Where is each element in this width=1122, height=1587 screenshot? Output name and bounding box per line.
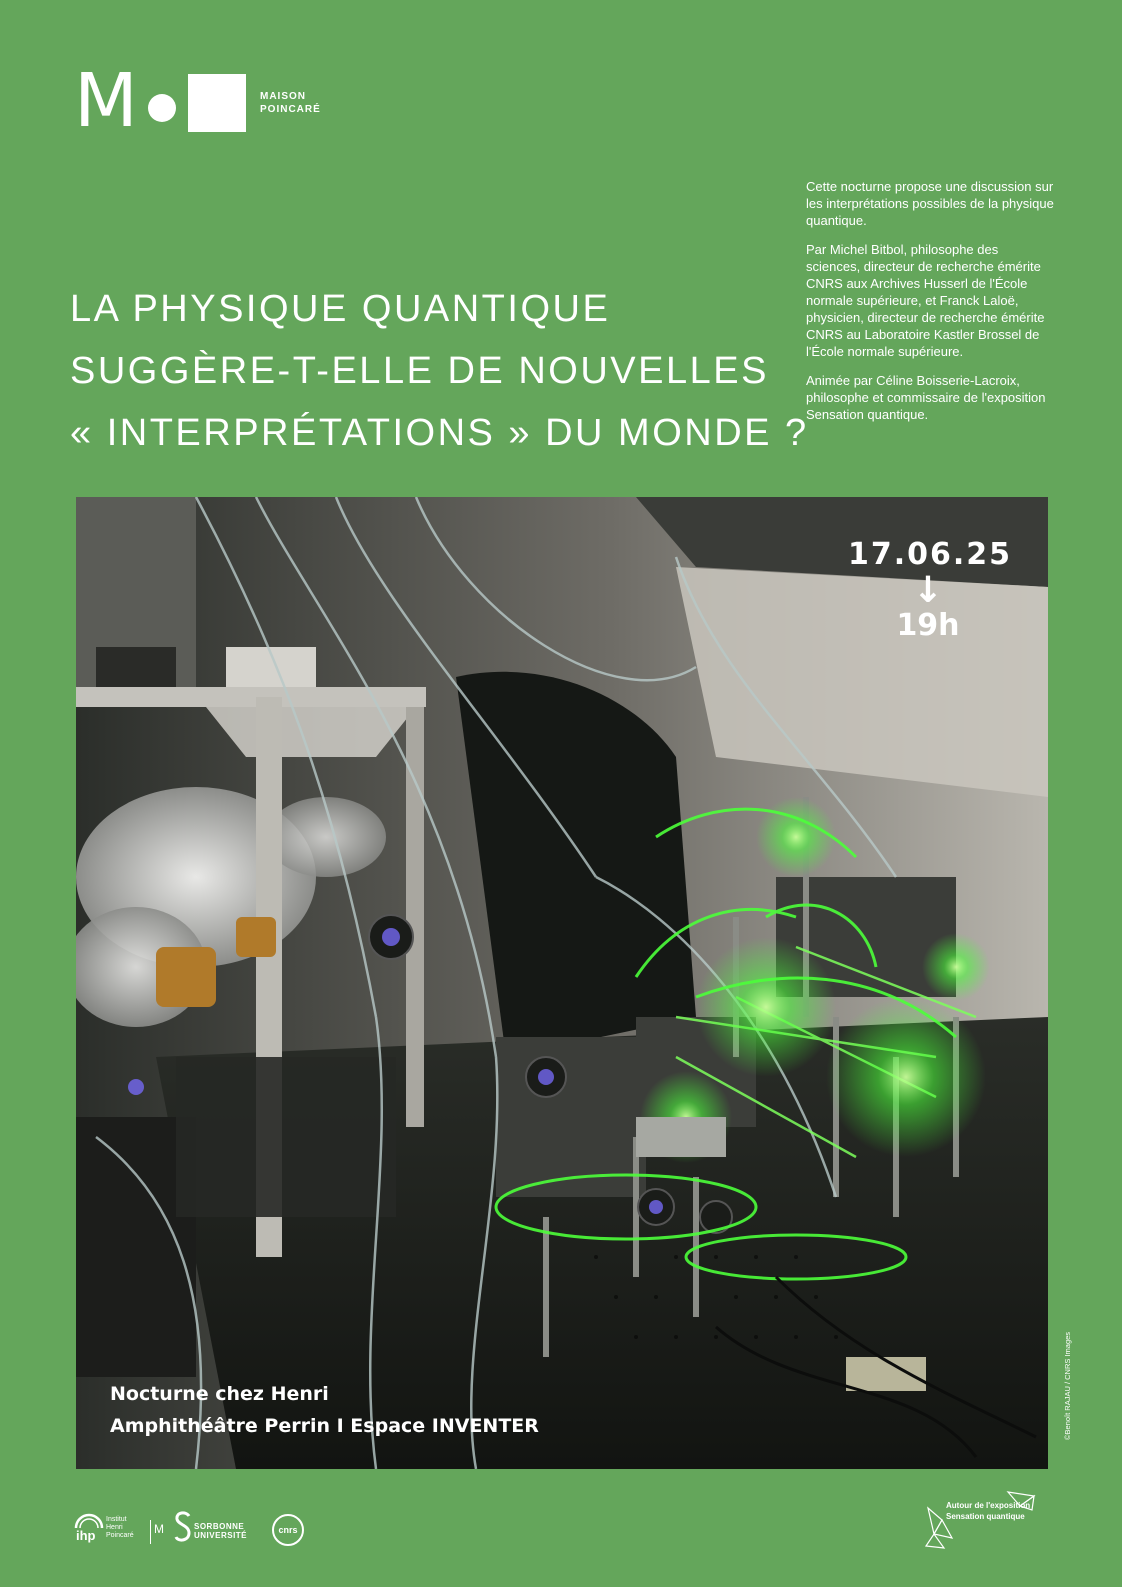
exhibition-line-1: Autour de l'exposition: [946, 1501, 1031, 1510]
logo-square: [188, 74, 246, 132]
maison-poincare-logo: [74, 58, 334, 144]
maison-poincare-mini-logo: M: [154, 1522, 164, 1536]
title-line-1: LA PHYSIQUE QUANTIQUE: [70, 288, 611, 330]
logo-wordmark: [260, 90, 321, 116]
ihp-mark: ihp: [76, 1528, 96, 1543]
venue-series: Nocturne chez Henri: [110, 1383, 329, 1405]
ihp-line-1: Institut: [106, 1516, 127, 1523]
down-arrow-icon: ↓: [912, 570, 944, 611]
ihp-line-3: Poincaré: [106, 1532, 134, 1539]
cnrs-logo: cnrs: [272, 1514, 304, 1546]
description-speakers: Par Michel Bitbol, philosophe des sciences, directeur de recherche émérite CNRS aux Archives Husserl de l'École normale supérieure, et Franck Laloë, physicien, directeur de recherche émérite CNRS au Laboratoire Kastler Brossel de l'École normale supérieure.: [806, 242, 1045, 359]
title-line-2: SUGGÈRE-T-ELLE DE NOUVELLES: [70, 350, 769, 392]
logo-dot: [148, 94, 176, 122]
event-venue: [110, 1378, 539, 1442]
sorbonne-universite-logo: [174, 1510, 258, 1550]
event-description: [806, 178, 1056, 435]
sorbonne-line-2: UNIVERSITÉ: [194, 1531, 248, 1540]
exhibition-line-2: Sensation quantique: [946, 1512, 1025, 1521]
venue-location: Amphithéâtre Perrin I Espace INVENTER: [110, 1415, 539, 1437]
sorbonne-line-1: SORBONNE: [194, 1522, 245, 1531]
exhibition-badge: [924, 1490, 1054, 1560]
logo-line-1: MAISON: [260, 91, 306, 102]
photo-credit: ©Benoît RAJAU / CNRS Images: [1063, 1331, 1072, 1440]
exhibition-label: [946, 1500, 1030, 1522]
ihp-wordmark: [106, 1516, 134, 1540]
event-datetime: [848, 536, 1013, 644]
event-time: 19h: [896, 608, 960, 643]
poster-title: [70, 278, 809, 464]
ihp-logo: [74, 1512, 164, 1556]
event-date: 17.06.25: [848, 537, 1013, 572]
title-line-3: « INTERPRÉTATIONS » DU MONDE ?: [70, 412, 809, 454]
partner-logos: [74, 1508, 334, 1558]
ihp-line-2: Henri: [106, 1524, 123, 1531]
description-moderator: Animée par Céline Boisserie-Lacroix, philosophe et commissaire de l'exposition Sensation quantique.: [806, 373, 1046, 422]
logo-line-2: POINCARÉ: [260, 104, 321, 115]
sorbonne-wordmark: [194, 1522, 247, 1540]
logo-letter-m: M: [74, 58, 138, 144]
logo-separator: [150, 1520, 151, 1544]
sorbonne-s-icon: [174, 1510, 192, 1544]
description-intro: Cette nocturne propose une discussion sur les interprétations possibles de la physique quantique.: [806, 179, 1054, 228]
